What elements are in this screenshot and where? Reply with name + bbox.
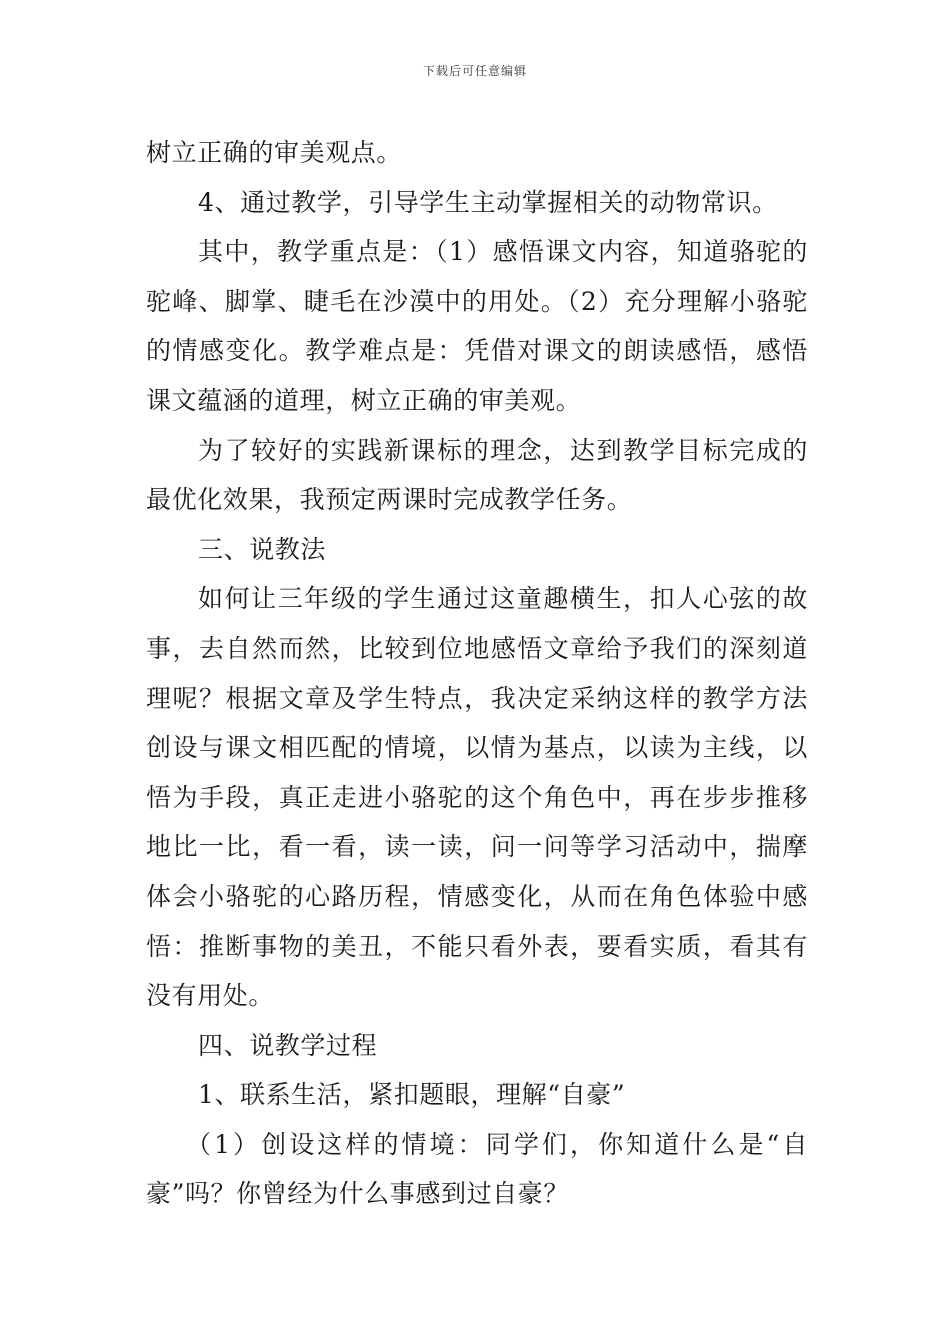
paragraph-continuation: 树立正确的审美观点。 [146,138,403,167]
section-heading-teaching-method: 三、说教法 [198,534,327,564]
section-heading-teaching-process: 四、说教学过程 [198,1030,378,1060]
paragraph-lesson-plan: 为了较好的实践新课标的理念，达到教学目标完成的最优化效果，我预定两课时完成教学任务。 [146,435,808,515]
step-heading-1: 1、联系生活，紧扣题眼，理解“自豪” [198,1080,626,1110]
page-header: 下载后可任意编辑 [422,64,527,78]
paragraph-step-1-1: （1）创设这样的情境：同学们，你知道什么是“自豪”吗？你曾经为什么事感到过自豪？ [146,1129,808,1209]
paragraph-key-points: 其中，教学重点是：（1）感悟课文内容，知道骆驼的驼峰、脚掌、睫毛在沙漠中的用处。（2）充分理解小骆驼的情感变化。教学难点是：凭借对课文的朗读感悟，感悟课文蕴涵的道理，树立正确的审美观。 [146,237,808,415]
document-body [146,128,808,1219]
paragraph-objective-4: 4、通过教学，引导学生主动掌握相关的动物常识。 [198,187,778,217]
paragraph-teaching-method: 如何让三年级的学生通过这童趣横生，扣人心弦的故事，去自然而然，比较到位地感悟文章给予我们的深刻道理呢？根据文章及学生特点，我决定采纳这样的教学方法创设与课文相匹配的情境，以情为基点，以读为主线，以悟为手段，真正走进小骆驼的这个角色中，再在步步推移地比一比，看一看，读一读，问一问等学习活动中，揣摩体会小骆驼的心路历程，情感变化，从而在角色体验中感悟：推断事物的美丑，不能只看外表，要看实质，看其有没有用处。 [146,584,808,1011]
